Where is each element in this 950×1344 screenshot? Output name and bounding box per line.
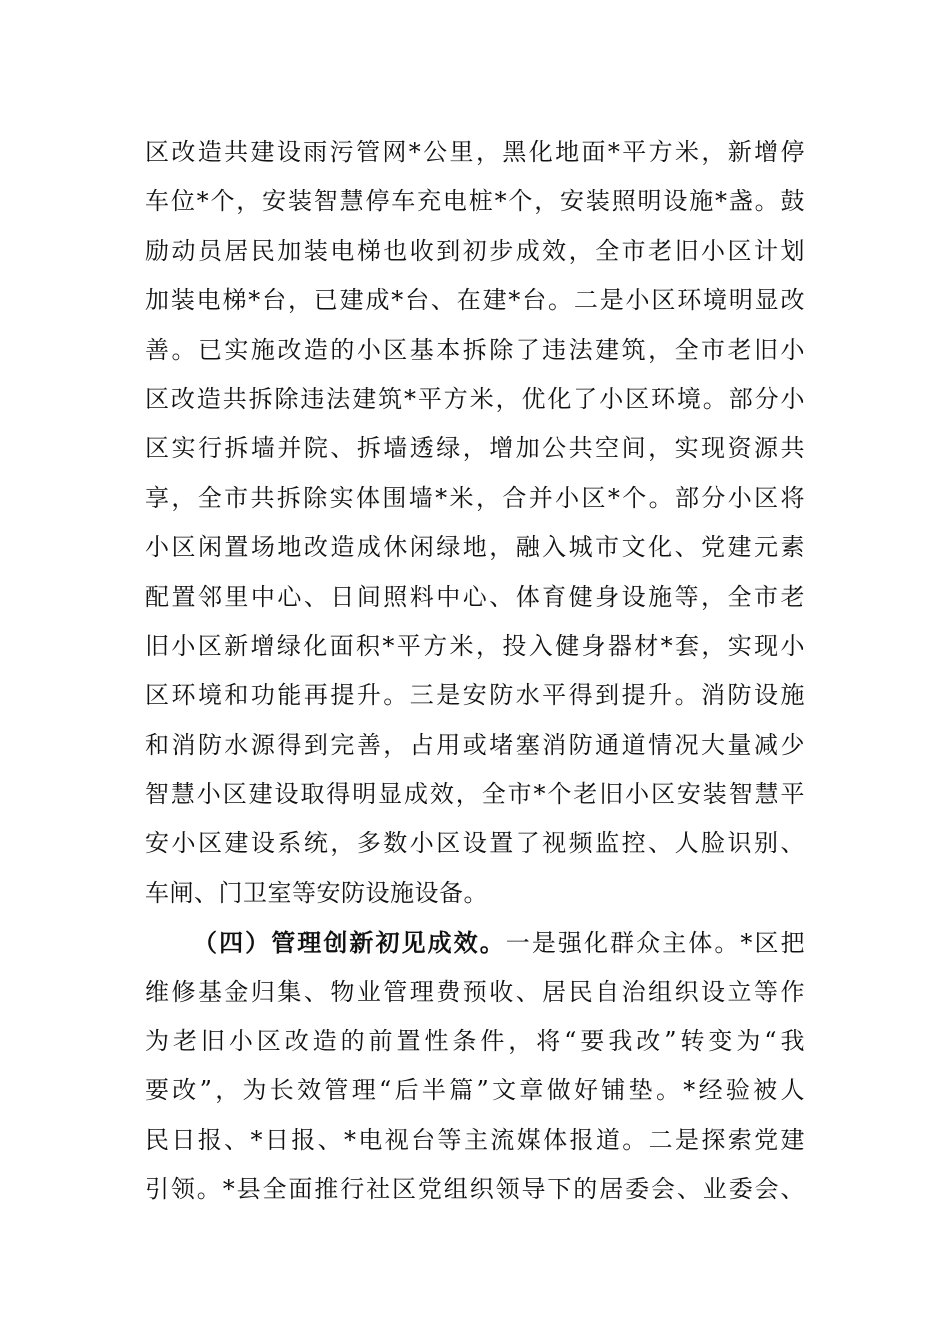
text-line: 车闸、门卫室等安防设施设备。	[145, 878, 488, 907]
section-heading-line	[145, 918, 805, 967]
text-line: 旧小区新增绿化面积*平方米，投入健身器材*套，实现小	[145, 631, 805, 660]
text-line: 智慧小区建设取得明显成效，全市*个老旧小区安装智慧平	[145, 780, 805, 809]
text-line: 区改造共拆除违法建筑*平方米，优化了小区环境。部分小	[145, 384, 805, 413]
text-line: 小区闲置场地改造成休闲绿地，融入城市文化、党建元素	[145, 533, 805, 562]
text-line: 车位*个，安装智慧停车充电桩*个，安装照明设施*盏。鼓	[145, 187, 805, 216]
document-body	[145, 128, 805, 1215]
text-line: 配置邻里中心、日间照料中心、体育健身设施等，全市老	[145, 582, 805, 611]
section-heading-continuation: 一是强化群众主体。*区把	[505, 929, 806, 958]
section-heading: （四）管理创新初见成效。	[193, 928, 506, 958]
text-line: 区环境和功能再提升。三是安防水平得到提升。消防设施	[145, 681, 805, 710]
text-line: 要改”，为长效管理“后半篇”文章做好铺垫。*经验被人	[145, 1076, 805, 1105]
text-line: 区改造共建设雨污管网*公里，黑化地面*平方米，新增停	[145, 138, 805, 166]
text-line: 善。已实施改造的小区基本拆除了违法建筑，全市老旧小	[145, 335, 805, 364]
text-line: 加装电梯*台，已建成*台、在建*台。二是小区环境明显改	[145, 286, 805, 315]
text-line: 安小区建设系统，多数小区设置了视频监控、人脸识别、	[145, 829, 805, 858]
text-line: 和消防水源得到完善，占用或堵塞消防通道情况大量减少	[145, 730, 805, 759]
text-line: 民日报、*日报、*电视台等主流媒体报道。二是探索党建	[145, 1125, 805, 1154]
text-line: 励动员居民加装电梯也收到初步成效，全市老旧小区计划	[145, 236, 805, 265]
text-line: 享，全市共拆除实体围墙*米，合并小区*个。部分小区将	[145, 483, 805, 512]
text-line: 为老旧小区改造的前置性条件，将“要我改”转变为“我	[145, 1027, 805, 1056]
text-line: 引领。*县全面推行社区党组织领导下的居委会、业委会、	[145, 1175, 805, 1204]
text-line: 区实行拆墙并院、拆墙透绿，增加公共空间，实现资源共	[145, 434, 805, 463]
text-line: 维修基金归集、物业管理费预收、居民自治组织设立等作	[145, 977, 805, 1006]
